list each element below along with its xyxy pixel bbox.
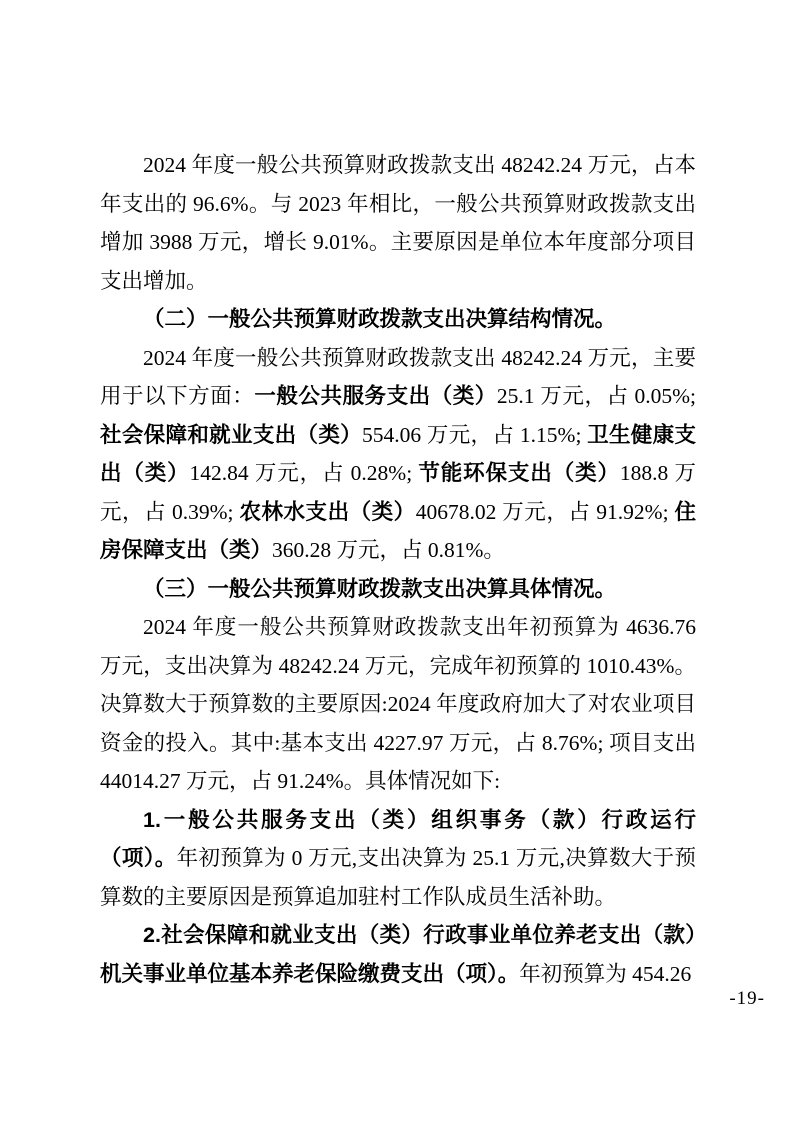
bold-text: （二）一般公共预算财政拨款支出决算结构情况。	[143, 307, 617, 331]
section-heading	[100, 300, 696, 339]
body-text: 25.1 万元，占 0.05%;	[496, 384, 696, 408]
body-text: 188.8 万元，占 0.39%;	[100, 461, 696, 524]
body-text: 142.84 万元，占 0.28%;	[189, 461, 419, 485]
body-text: 360.28 万元，占 0.81%。	[272, 538, 505, 562]
document-content	[100, 146, 696, 993]
paragraph	[100, 146, 696, 300]
bold-text: 卫生健康支出（类）	[100, 422, 696, 485]
paragraph	[100, 608, 696, 801]
body-text: 年初预算为 0 万元,支出决算为 25.1 万元,决算数大于预算数的主要原因是预算追加驻村工作队成员生活补助。	[100, 846, 696, 909]
paragraph	[100, 916, 696, 993]
body-text: 年初预算为 454.26	[519, 961, 692, 986]
body-text: 40678.02 万元，占 91.92%;	[415, 499, 675, 524]
bold-text: 农林水支出（类）	[239, 499, 416, 524]
section-heading	[100, 570, 696, 609]
bold-text: （三）一般公共预算财政拨款支出决算具体情况。	[143, 576, 617, 601]
bold-text: 1.一般公共服务支出（类）组织事务（款）行政运行（项）。	[100, 807, 696, 870]
body-text: 554.06 万元，占 1.15%;	[362, 422, 588, 447]
bold-text: 2.社会保障和就业支出（类）行政事业单位养老支出（款）机关事业单位基本养老保险缴费支出（项）。	[100, 923, 696, 986]
body-text: 2024 年度一般公共预算财政拨款支出 48242.24 万元，占本年支出的 96.6%。与 2023 年相比，一般公共预算财政拨款支出增加 3988 万元，增长 9.01%。主要原因是单位本年度部分项目支出增加。	[100, 153, 696, 293]
page-number: -19-	[729, 988, 765, 1009]
bold-text: 一般公共服务支出（类）	[254, 384, 497, 408]
paragraph	[100, 801, 696, 917]
bold-text: 节能环保支出（类）	[418, 461, 620, 485]
body-text: 2024 年度一般公共预算财政拨款支出 48242.24 万元，主要用于以下方面：	[100, 345, 696, 408]
body-text: 2024 年度一般公共预算财政拨款支出年初预算为 4636.76 万元，支出决算为 48242.24 万元，完成年初预算的 1010.43%。决算数大于预算数的主要原因:2024 年度政府加大了对农业项目资金的投入。其中:基本支出 4227.97 万元，占 8.76%; 项目支出 44014.27 万元，占 91.24%。具体情况如下:	[100, 615, 696, 793]
paragraph	[100, 339, 696, 570]
bold-text: 社会保障和就业支出（类）	[100, 422, 363, 447]
bold-text: 住房保障支出（类）	[100, 499, 696, 562]
